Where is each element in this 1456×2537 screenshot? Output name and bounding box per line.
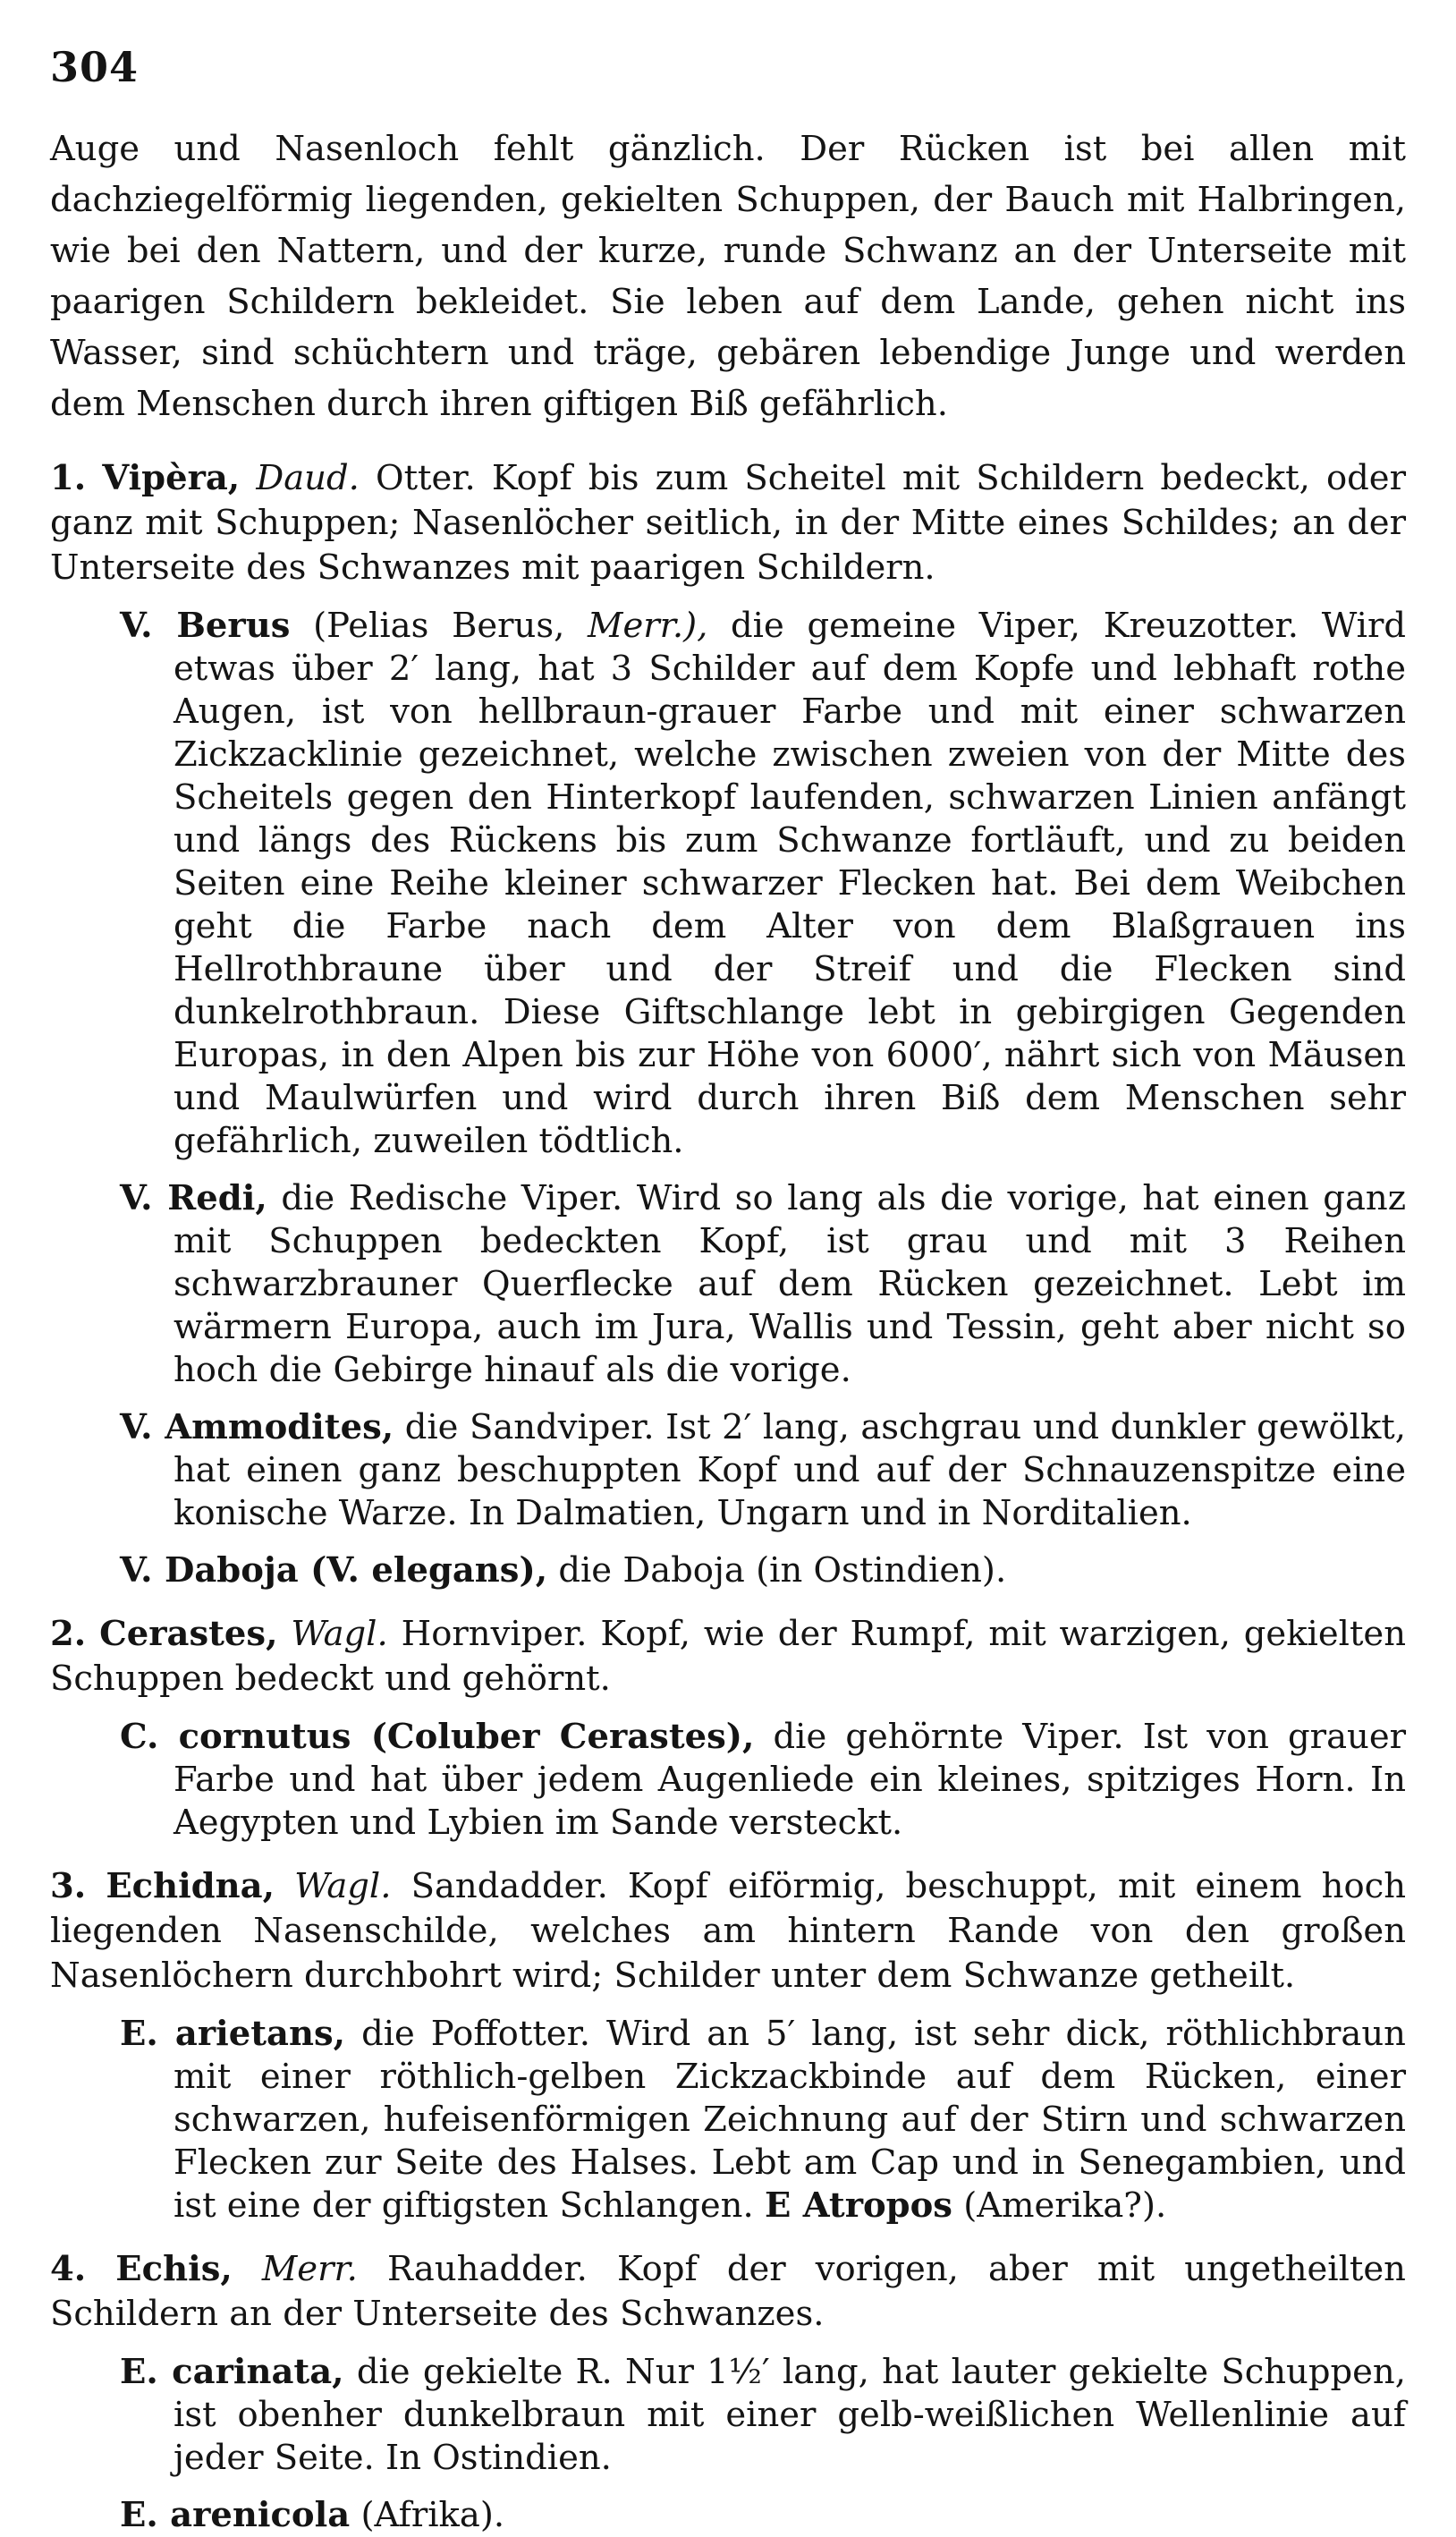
species-common-name: die Poffotter.	[361, 2014, 590, 2054]
species-entry	[50, 1406, 1406, 1535]
species-name: V. Daboja (V. elegans),	[120, 1550, 548, 1591]
genus-name: Cerastes,	[99, 1614, 278, 1654]
genus-author: Wagl.	[294, 1866, 392, 1906]
genus-description: Kopf, wie der Rumpf, mit warzigen, gekielten Schuppen bedeckt und gehörnt.	[50, 1614, 1407, 1699]
intro-paragraph: Auge und Nasenloch fehlt gänzlich. Der Rücken ist bei allen mit dachziegelförmig liegenden, gekielten Schuppen, der Bauch mit Halbringen, wie bei den Nattern, und der kurze, runde Schwanz an der Unterseite mit paarigen Schildern bekleidet. Sie leben auf dem Lande, gehen nicht ins Wasser, sind schüchtern und träge, gebären lebendige Junge und werden dem Menschen durch ihren giftigen Biß gefährlich.	[50, 129, 1406, 424]
genus-entry	[50, 1864, 1406, 1998]
genus-entry	[50, 1612, 1406, 1701]
genus-description: Kopf der vorigen, aber mit ungetheilten Schildern an der Unterseite des Schwanzes.	[50, 2249, 1406, 2334]
genus-name: Vipèra,	[102, 458, 241, 498]
species-common-name: die Redische Viper.	[281, 1178, 623, 1218]
species-description: Ist von grauer Farbe und hat über jedem Augenliede ein kleines, spitziges Horn. In Aegypten und Lybien im Sande versteckt.	[174, 1717, 1407, 1843]
species-entry	[50, 2013, 1406, 2227]
species-entry	[50, 1549, 1406, 1592]
species-description: Wird an 5′ lang, ist sehr dick, röthlichbraun mit einer röthlich-gelben Zickzackbinde auf dem Rücken, einer schwarzen, hufeisenförmigen Zeichnung auf der Stirn und schwarzen Flecken zur Seite des Halses. Lebt am Cap und in Senegambien, und ist eine der giftigsten Schlangen.	[174, 2014, 1406, 2226]
genus-number: 4.	[50, 2249, 87, 2289]
species-description: Wird etwas über 2′ lang, hat 3 Schilder auf dem Kopfe und lebhaft rothe Augen, ist von hellbraun-grauer Farbe und mit einer schwarzen Zickzacklinie gezeichnet, welche zwischen zweien von der Mitte des Scheitels gegen den Hinterkopf laufenden, schwarzen Linien anfängt und längs des Rückens bis zum Schwanze fortläuft, und zu beiden Seiten eine Reihe kleiner schwarzer Flecken hat. Bei dem Weibchen geht die Farbe nach dem Alter von dem Blaßgrauen ins Hellrothbraune über und der Streif und die Flecken sind dunkelrothbraun. Diese Giftschlange lebt in gebirgigen Gegenden Europas, in den Alpen bis zur Höhe von 6000′, nährt sich von Mäusen und Maulwürfen und wird durch ihren Biß dem Menschen sehr gefährlich, zuweilen tödtlich.	[174, 606, 1406, 1161]
species-synonym: (Pelias Berus,	[313, 606, 565, 646]
species-entry	[50, 2494, 1406, 2537]
species-common-name: die Daboja	[558, 1550, 745, 1591]
species-description: Nur 1½′ lang, hat lauter gekielte Schuppen, ist obenher dunkelbraun mit einer gelb-weißlichen Wellenlinie auf jeder Seite. In Ostindien.	[174, 2352, 1406, 2478]
genus-common-name: Rauhadder.	[387, 2249, 588, 2289]
species-entry	[50, 1177, 1406, 1392]
species-name: V. Redi,	[120, 1178, 267, 1218]
species-description: (Amerika?).	[963, 2185, 1167, 2226]
genus-author: Wagl.	[291, 1614, 388, 1654]
species-description: Ist 2′ lang, aschgrau und dunkler gewölkt, hat einen ganz beschuppten Kopf und auf der Schnauzenspitze eine konische Warze. In Dalmatien, Ungarn und in Norditalien.	[174, 1407, 1406, 1533]
genus-description: Kopf bis zum Scheitel mit Schildern bedeckt, oder ganz mit Schuppen; Nasenlöcher seitlich, in der Mitte eines Schildes; an der Unterseite des Schwanzes mit paarigen Schildern.	[50, 458, 1406, 588]
species-name: V. Berus	[120, 606, 291, 646]
page-number: 304	[50, 43, 140, 91]
genus-number: 3.	[50, 1866, 87, 1906]
genus-number: 2.	[50, 1614, 87, 1654]
species-name: E. arietans,	[120, 2014, 346, 2054]
genus-author: Daud.	[256, 458, 360, 498]
species-common-name: die Sandviper.	[404, 1407, 655, 1447]
species-common-name: die gemeine Viper, Kreuzotter.	[731, 606, 1299, 646]
genus-name: Echis,	[115, 2249, 233, 2289]
genus-name: Echidna,	[106, 1866, 275, 1906]
genus-common-name: Sandadder.	[411, 1866, 608, 1906]
species-description: (Afrika).	[360, 2495, 505, 2535]
species-common-name: die gehörnte Viper.	[773, 1717, 1124, 1757]
species-entry	[50, 2351, 1406, 2480]
genus-common-name: Otter.	[376, 458, 476, 498]
species-name: E. carinata,	[120, 2352, 344, 2392]
species-name: E Atropos	[764, 2185, 952, 2226]
genus-entry	[50, 456, 1406, 590]
species-common-name: die gekielte R.	[356, 2352, 613, 2392]
genus-author: Merr.	[261, 2249, 358, 2289]
genus-description: Kopf eiförmig, beschuppt, mit einem hoch liegenden Nasenschilde, welches am hintern Rande von den großen Nasenlöchern durchbohrt wird; Schilder unter dem Schwanze getheilt.	[50, 1866, 1406, 1996]
species-name: V. Ammodites,	[120, 1407, 394, 1447]
species-description: Wird so lang als die vorige, hat einen ganz mit Schuppen bedeckten Kopf, ist grau und mit 3 Reihen schwarzbrauner Querflecke auf dem Rücken gezeichnet. Lebt im wärmern Europa, auch im Jura, Wallis und Tessin, geht aber nicht so hoch die Gebirge hinauf als die vorige.	[174, 1178, 1406, 1390]
species-entry	[50, 1716, 1406, 1845]
species-name: E. arenicola	[120, 2495, 351, 2535]
genus-entry	[50, 2247, 1406, 2337]
genus-common-name: Hornviper.	[401, 1614, 588, 1654]
species-entry	[50, 605, 1406, 1163]
species-name: C. cornutus (Coluber Cerastes),	[120, 1717, 755, 1757]
species-author: Merr.),	[588, 606, 708, 646]
species-description: (in Ostindien).	[756, 1550, 1007, 1591]
genus-number: 1.	[50, 458, 87, 498]
